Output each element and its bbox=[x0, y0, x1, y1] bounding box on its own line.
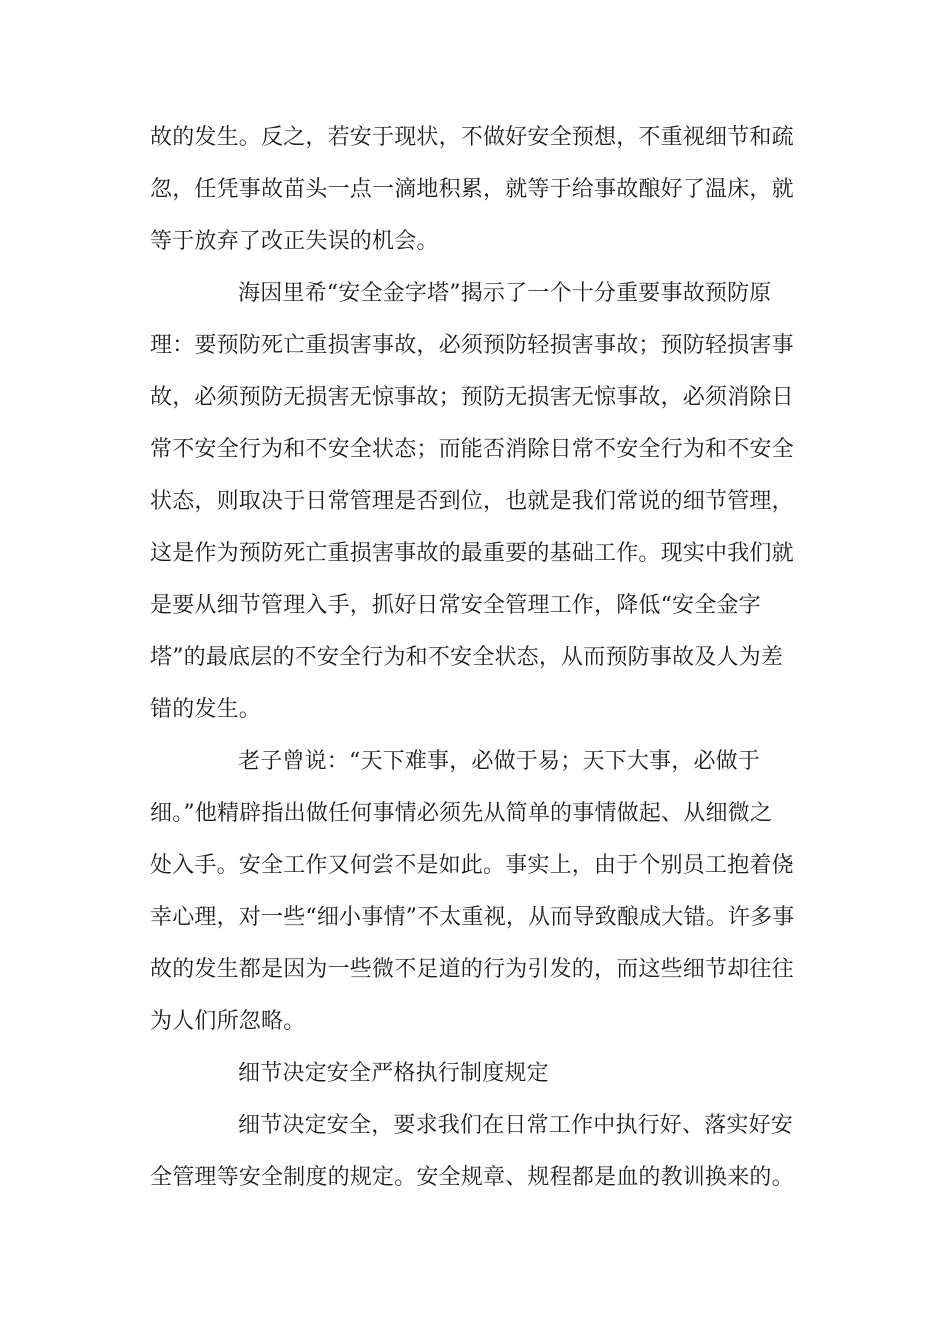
text-line: 处入手。安全工作又何尝不是如此。事实上，由于个别员工抱着侥 bbox=[150, 853, 794, 878]
text-line: 常不安全行为和不安全状态；而能否消除日常不安全行为和不安全 bbox=[150, 437, 794, 462]
text-line: 忽，任凭事故苗头一点一滴地积累，就等于给事故酿好了温床，就 bbox=[150, 177, 794, 202]
text-line: 全管理等安全制度的规定。安全规章、规程都是血的教训换来的。 bbox=[150, 1165, 794, 1190]
paragraph-first-line: 细节决定安全，要求我们在日常工作中执行好、落实好安 bbox=[238, 1113, 794, 1138]
text-line: 状态，则取决于日常管理是否到位，也就是我们常说的细节管理， bbox=[150, 489, 794, 514]
text-line: 等于放弃了改正失误的机会。 bbox=[150, 229, 439, 254]
text-line: 故，必须预防无损害无惊事故；预防无损害无惊事故，必须消除日 bbox=[150, 385, 794, 410]
paragraph-first-line: 海因里希“安全金字塔”揭示了一个十分重要事故预防原 bbox=[238, 281, 772, 306]
text-line: 是要从细节管理入手，抓好日常安全管理工作，降低“安全金字 bbox=[150, 593, 761, 618]
text-line: 故的发生。反之，若安于现状，不做好安全预想，不重视细节和疏 bbox=[150, 125, 794, 150]
paragraph-first-line: 老子曾说：“天下难事，必做于易；天下大事，必做于 bbox=[238, 749, 761, 774]
text-line: 故的发生都是因为一些微不足道的行为引发的，而这些细节却往往 bbox=[150, 957, 794, 982]
text-line: 这是作为预防死亡重损害事故的最重要的基础工作。现实中我们就 bbox=[150, 541, 794, 566]
text-line: 幸心理，对一些“细小事情”不太重视，从而导致酿成大错。许多事 bbox=[150, 905, 795, 930]
text-line: 细。”他精辟指出做任何事情必须先从简单的事情做起、从细微之 bbox=[150, 801, 773, 826]
text-line: 为人们所忽略。 bbox=[150, 1009, 306, 1034]
text-line: 塔”的最底层的不安全行为和不安全状态，从而预防事故及人为差 bbox=[150, 645, 784, 670]
text-line: 理：要预防死亡重损害事故，必须预防轻损害事故；预防轻损害事 bbox=[150, 333, 794, 358]
text-line: 错的发生。 bbox=[150, 697, 262, 722]
section-heading: 细节决定安全严格执行制度规定 bbox=[238, 1061, 549, 1086]
